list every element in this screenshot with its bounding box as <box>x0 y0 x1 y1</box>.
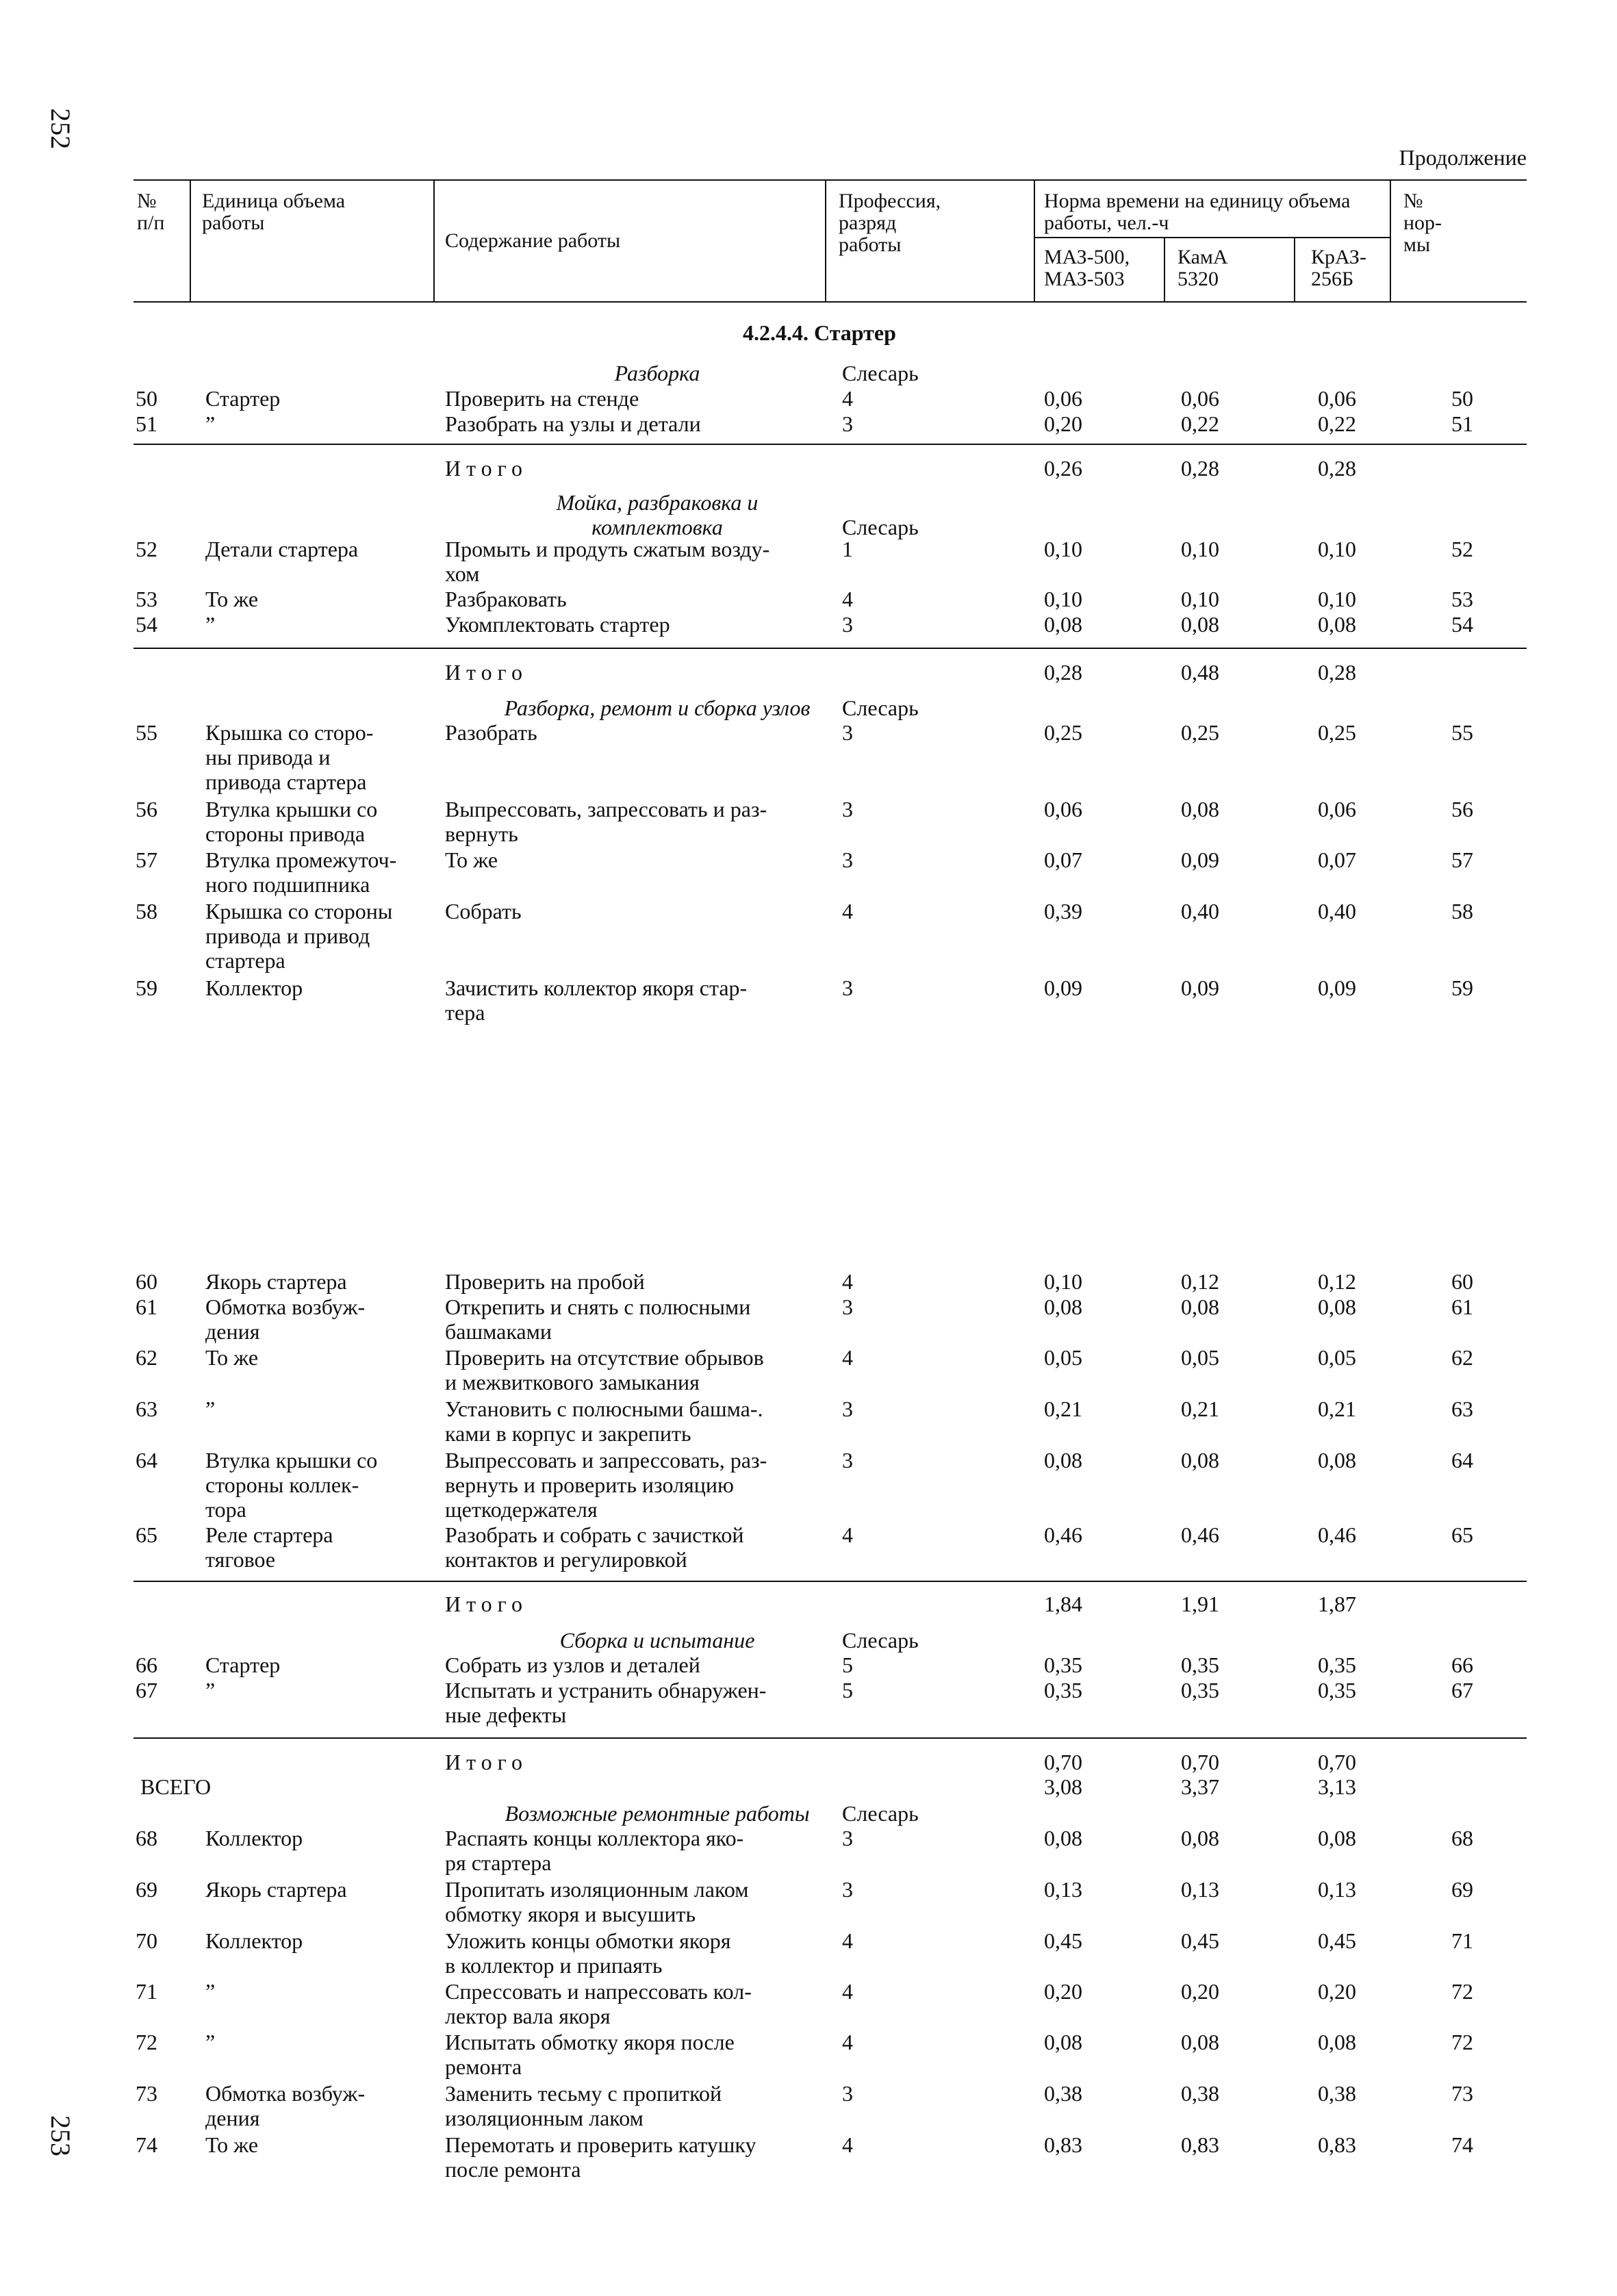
cell-unit: Крышка со стороны привода и привод стартера <box>205 899 393 973</box>
cell-prof: 3 <box>842 1877 853 1902</box>
cell-norm: 51 <box>1451 411 1473 436</box>
cell-v1: 0,07 <box>1044 847 1082 872</box>
cell-v3: 0,83 <box>1318 2132 1356 2157</box>
cell-prof: 3 <box>842 612 853 637</box>
header-divider <box>1294 237 1295 301</box>
cell-v3: 0,08 <box>1318 1826 1356 1850</box>
cell-v3: 0,08 <box>1318 1448 1356 1472</box>
total-kraz: 0,70 <box>1318 1750 1356 1774</box>
cell-unit: Крышка со сторо- ны привода и привода стартера <box>205 720 374 794</box>
total-label: Итого <box>445 456 528 481</box>
cell-content: Испытать обмотку якоря после ремонта <box>445 2030 735 2079</box>
cell-prof: 4 <box>842 1979 853 2004</box>
cell-content: Испытать и устранить обнаружен- ные дефекты <box>445 1678 767 1727</box>
cell-v3: 0,20 <box>1318 1979 1356 2004</box>
cell-content: Собрать из узлов и деталей <box>445 1653 700 1677</box>
subheading-prof: Слесарь <box>842 1801 919 1826</box>
cell-prof: 3 <box>842 1448 853 1472</box>
cell-norm: 69 <box>1451 1877 1473 1902</box>
cell-v2: 0,35 <box>1181 1653 1219 1677</box>
cell-unit: То же <box>205 2132 259 2157</box>
cell-unit: Втулка крышки со стороны привода <box>205 797 378 846</box>
cell-v1: 0,08 <box>1044 1826 1082 1850</box>
grand-total-kamaz: 3,37 <box>1181 1774 1219 1799</box>
cell-num: 69 <box>136 1877 157 1902</box>
header-divider <box>1034 181 1035 301</box>
continuation-label: Продолжение <box>1399 145 1527 170</box>
cell-v3: 0,10 <box>1318 537 1356 561</box>
cell-v1: 0,38 <box>1044 2081 1082 2106</box>
cell-v1: 0,08 <box>1044 1294 1082 1319</box>
cell-content: Разобрать <box>445 720 537 745</box>
total-kamaz: 0,48 <box>1181 660 1219 685</box>
section-rule <box>133 648 1527 649</box>
cell-content: Установить с полюсными башма-. ками в корпус и закрепить <box>445 1396 763 1446</box>
subheading-title: Мойка, разбраковка и комплектовка <box>556 490 759 539</box>
cell-unit: Стартер <box>205 1653 281 1677</box>
grand-total-maz: 3,08 <box>1044 1774 1082 1799</box>
cell-num: 73 <box>136 2081 157 2106</box>
cell-v3: 0,08 <box>1318 2030 1356 2054</box>
cell-num: 59 <box>136 975 157 1000</box>
cell-v1: 0,21 <box>1044 1396 1082 1421</box>
cell-prof: 4 <box>842 1269 853 1294</box>
cell-v2: 0,09 <box>1181 975 1219 1000</box>
cell-norm: 61 <box>1451 1294 1473 1319</box>
cell-v1: 0,20 <box>1044 1979 1082 2004</box>
cell-unit: Якорь стартера <box>205 1269 347 1294</box>
cell-unit: Коллектор <box>205 1826 303 1850</box>
cell-v2: 0,12 <box>1181 1269 1219 1294</box>
header-divider <box>1390 181 1391 301</box>
cell-unit: Детали стартера <box>205 537 359 561</box>
cell-num: 51 <box>136 411 157 436</box>
cell-num: 60 <box>136 1269 157 1294</box>
cell-v3: 0,25 <box>1318 720 1356 745</box>
total-kraz: 0,28 <box>1318 660 1356 685</box>
cell-v1: 0,46 <box>1044 1522 1082 1547</box>
cell-norm: 74 <box>1451 2132 1473 2157</box>
cell-v3: 0,06 <box>1318 797 1356 821</box>
cell-norm: 63 <box>1451 1396 1473 1421</box>
total-label: Итого <box>445 1750 528 1774</box>
table-header <box>133 179 1527 303</box>
cell-v3: 0,09 <box>1318 975 1356 1000</box>
cell-content: Выпрессовать и запрессовать, раз- вернуть и проверить изоляцию щеткодержателя <box>445 1448 767 1522</box>
cell-v3: 0,06 <box>1318 386 1356 411</box>
header-norm-title: Норма времени на единицу объема работы, чел.-ч <box>1044 190 1351 234</box>
cell-prof: 4 <box>842 2132 853 2157</box>
cell-num: 72 <box>136 2030 157 2054</box>
subheading-prof: Слесарь <box>842 361 919 385</box>
cell-num: 57 <box>136 847 157 872</box>
cell-content: Проверить на отсутствие обрывов и межвиткового замыкания <box>445 1345 764 1394</box>
total-kraz: 0,28 <box>1318 456 1356 481</box>
cell-unit: То же <box>205 587 259 611</box>
total-kamaz: 1,91 <box>1181 1592 1219 1616</box>
cell-prof: 4 <box>842 587 853 611</box>
cell-num: 74 <box>136 2132 157 2157</box>
cell-v3: 0,05 <box>1318 1345 1356 1370</box>
header-divider <box>1164 237 1165 301</box>
cell-v3: 0,46 <box>1318 1522 1356 1547</box>
cell-content: Уложить концы обмотки якоря в коллектор и припаять <box>445 1928 731 1978</box>
cell-v3: 0,38 <box>1318 2081 1356 2106</box>
cell-unit: ” <box>205 612 216 637</box>
cell-content: Пропитать изоляционным лаком обмотку якоря и высушить <box>445 1877 749 1926</box>
total-maz: 0,28 <box>1044 660 1082 685</box>
subheading-title: Сборка и испытание <box>559 1628 755 1653</box>
cell-unit: Реле стартера тяговое <box>205 1522 333 1572</box>
cell-num: 65 <box>136 1522 157 1547</box>
cell-v2: 0,38 <box>1181 2081 1219 2106</box>
page-number-bottom: 253 <box>45 2115 76 2156</box>
cell-unit: Обмотка возбуж- дения <box>205 1294 366 1344</box>
cell-norm: 71 <box>1451 1928 1473 1953</box>
section-rule <box>133 1737 1527 1739</box>
cell-prof: 4 <box>842 1345 853 1370</box>
cell-v2: 0,83 <box>1181 2132 1219 2157</box>
cell-prof: 1 <box>842 537 853 561</box>
cell-v2: 0,35 <box>1181 1678 1219 1702</box>
header-unit: Единица объема работы <box>202 190 346 234</box>
cell-v3: 0,45 <box>1318 1928 1356 1953</box>
cell-unit: ” <box>205 1979 216 2004</box>
cell-v2: 0,08 <box>1181 797 1219 821</box>
cell-prof: 3 <box>842 1826 853 1850</box>
cell-prof: 4 <box>842 899 853 923</box>
cell-content: Перемотать и проверить катушку после ремонта <box>445 2132 756 2182</box>
subheading-title: Возможные ремонтные работы <box>505 1801 810 1826</box>
cell-v2: 0,06 <box>1181 386 1219 411</box>
cell-v3: 0,21 <box>1318 1396 1356 1421</box>
header-divider <box>825 181 826 301</box>
section-title: 4.2.4.4. Стартер <box>743 320 896 345</box>
cell-content: Проверить на пробой <box>445 1269 645 1294</box>
cell-v1: 0,10 <box>1044 537 1082 561</box>
cell-v1: 0,10 <box>1044 587 1082 611</box>
cell-unit: Обмотка возбуж- дения <box>205 2081 366 2130</box>
cell-v3: 0,08 <box>1318 612 1356 637</box>
cell-prof: 3 <box>842 2081 853 2106</box>
cell-norm: 52 <box>1451 537 1473 561</box>
grand-total-label: ВСЕГО <box>140 1774 212 1799</box>
cell-v3: 0,12 <box>1318 1269 1356 1294</box>
header-prof: Профессия, разряд работы <box>839 190 941 256</box>
cell-num: 61 <box>136 1294 157 1319</box>
cell-v2: 0,46 <box>1181 1522 1219 1547</box>
cell-prof: 3 <box>842 720 853 745</box>
cell-num: 62 <box>136 1345 157 1370</box>
cell-norm: 55 <box>1451 720 1473 745</box>
cell-content: Выпрессовать, запрессовать и раз- вернуть <box>445 797 767 846</box>
cell-norm: 66 <box>1451 1653 1473 1677</box>
cell-prof: 5 <box>842 1678 853 1702</box>
cell-v1: 0,35 <box>1044 1678 1082 1702</box>
cell-unit: Коллектор <box>205 975 303 1000</box>
cell-v2: 0,25 <box>1181 720 1219 745</box>
cell-prof: 3 <box>842 847 853 872</box>
grand-total-kraz: 3,13 <box>1318 1774 1356 1799</box>
cell-v2: 0,45 <box>1181 1928 1219 1953</box>
header-kraz: КрАЗ- 256Б <box>1311 246 1366 290</box>
cell-v3: 0,07 <box>1318 847 1356 872</box>
cell-v1: 0,08 <box>1044 2030 1082 2054</box>
cell-norm: 68 <box>1451 1826 1473 1850</box>
cell-prof: 4 <box>842 1522 853 1547</box>
cell-num: 70 <box>136 1928 157 1953</box>
cell-v3: 0,08 <box>1318 1294 1356 1319</box>
cell-norm: 72 <box>1451 2030 1473 2054</box>
cell-norm: 50 <box>1451 386 1473 411</box>
total-label: Итого <box>445 660 528 685</box>
cell-num: 50 <box>136 386 157 411</box>
cell-v3: 0,13 <box>1318 1877 1356 1902</box>
cell-content: Спрессовать и напрессовать кол- лектор вала якоря <box>445 1979 752 2028</box>
cell-norm: 72 <box>1451 1979 1473 2004</box>
cell-prof: 3 <box>842 975 853 1000</box>
cell-num: 68 <box>136 1826 157 1850</box>
cell-v2: 0,21 <box>1181 1396 1219 1421</box>
cell-content: То же <box>445 847 498 872</box>
total-kraz: 1,87 <box>1318 1592 1356 1616</box>
cell-v2: 0,13 <box>1181 1877 1219 1902</box>
cell-norm: 64 <box>1451 1448 1473 1472</box>
cell-v2: 0,08 <box>1181 612 1219 637</box>
header-norm-no: № нор- мы <box>1403 190 1442 256</box>
cell-content: Проверить на стенде <box>445 386 639 411</box>
header-divider <box>1034 237 1390 238</box>
total-kamaz: 0,70 <box>1181 1750 1219 1774</box>
total-maz: 1,84 <box>1044 1592 1082 1616</box>
subheading-prof: Слесарь <box>842 515 919 539</box>
cell-v1: 0,08 <box>1044 1448 1082 1472</box>
cell-v1: 0,05 <box>1044 1345 1082 1370</box>
cell-v2: 0,08 <box>1181 1826 1219 1850</box>
total-kamaz: 0,28 <box>1181 456 1219 481</box>
cell-content: Собрать <box>445 899 522 923</box>
cell-unit: Якорь стартера <box>205 1877 347 1902</box>
header-divider <box>190 181 191 301</box>
cell-norm: 54 <box>1451 612 1473 637</box>
cell-v1: 0,08 <box>1044 612 1082 637</box>
cell-v1: 0,06 <box>1044 386 1082 411</box>
cell-v1: 0,45 <box>1044 1928 1082 1953</box>
cell-v2: 0,10 <box>1181 537 1219 561</box>
cell-v3: 0,40 <box>1318 899 1356 923</box>
cell-norm: 67 <box>1451 1678 1473 1702</box>
cell-prof: 4 <box>842 386 853 411</box>
cell-unit: Втулка крышки со стороны коллек- тора <box>205 1448 378 1522</box>
cell-prof: 4 <box>842 2030 853 2054</box>
cell-unit: ” <box>205 411 216 436</box>
cell-v1: 0,13 <box>1044 1877 1082 1902</box>
cell-norm: 58 <box>1451 899 1473 923</box>
cell-v1: 0,35 <box>1044 1653 1082 1677</box>
cell-prof: 3 <box>842 411 853 436</box>
cell-v2: 0,10 <box>1181 587 1219 611</box>
cell-v2: 0,40 <box>1181 899 1219 923</box>
cell-prof: 5 <box>842 1653 853 1677</box>
cell-unit: ” <box>205 1678 216 1702</box>
cell-norm: 59 <box>1451 975 1473 1000</box>
cell-unit: Коллектор <box>205 1928 303 1953</box>
cell-v1: 0,20 <box>1044 411 1082 436</box>
page-number-top: 252 <box>45 108 76 149</box>
cell-v2: 0,22 <box>1181 411 1219 436</box>
cell-norm: 62 <box>1451 1345 1473 1370</box>
header-divider <box>433 181 435 301</box>
cell-content: Распаять концы коллектора яко- ря стартера <box>445 1826 744 1875</box>
cell-num: 71 <box>136 1979 157 2004</box>
total-label: Итого <box>445 1592 528 1616</box>
subheading-title: Разборка <box>614 361 700 385</box>
cell-v2: 0,05 <box>1181 1345 1219 1370</box>
subheading-title: Разборка, ремонт и сборка узлов <box>504 696 811 720</box>
cell-v2: 0,08 <box>1181 1294 1219 1319</box>
header-kamaz: КамА 5320 <box>1177 246 1228 290</box>
cell-v1: 0,25 <box>1044 720 1082 745</box>
cell-norm: 73 <box>1451 2081 1473 2106</box>
cell-content: Укомплектовать стартер <box>445 612 670 637</box>
cell-content: Заменить тесьму с пропиткой изоляционным лаком <box>445 2081 722 2130</box>
cell-v3: 0,35 <box>1318 1653 1356 1677</box>
cell-v1: 0,09 <box>1044 975 1082 1000</box>
cell-unit: ” <box>205 2030 216 2054</box>
header-maz: МАЗ-500, МАЗ-503 <box>1044 246 1130 290</box>
cell-unit: То же <box>205 1345 259 1370</box>
cell-content: Разобрать на узлы и детали <box>445 411 701 436</box>
cell-v3: 0,22 <box>1318 411 1356 436</box>
cell-v1: 0,06 <box>1044 797 1082 821</box>
cell-num: 67 <box>136 1678 157 1702</box>
cell-v2: 0,20 <box>1181 1979 1219 2004</box>
cell-num: 54 <box>136 612 157 637</box>
cell-v2: 0,08 <box>1181 1448 1219 1472</box>
cell-content: Открепить и снять с полюсными башмаками <box>445 1294 751 1344</box>
cell-norm: 56 <box>1451 797 1473 821</box>
cell-num: 56 <box>136 797 157 821</box>
cell-num: 64 <box>136 1448 157 1472</box>
cell-content: Разбраковать <box>445 587 567 611</box>
cell-unit: Втулка промежуточ- ного подшипника <box>205 847 397 897</box>
cell-num: 53 <box>136 587 157 611</box>
cell-norm: 57 <box>1451 847 1473 872</box>
cell-norm: 60 <box>1451 1269 1473 1294</box>
header-num: № п/п <box>137 190 165 234</box>
cell-v2: 0,09 <box>1181 847 1219 872</box>
cell-content: Разобрать и собрать с зачисткой контактов и регулировкой <box>445 1522 744 1572</box>
total-maz: 0,70 <box>1044 1750 1082 1774</box>
cell-v3: 0,10 <box>1318 587 1356 611</box>
cell-prof: 3 <box>842 797 853 821</box>
cell-num: 58 <box>136 899 157 923</box>
cell-unit: ” <box>205 1396 216 1421</box>
cell-num: 66 <box>136 1653 157 1677</box>
cell-norm: 65 <box>1451 1522 1473 1547</box>
cell-content: Зачистить коллектор якоря стар- тера <box>445 975 748 1025</box>
total-maz: 0,26 <box>1044 456 1082 481</box>
cell-prof: 3 <box>842 1294 853 1319</box>
section-rule <box>133 444 1527 445</box>
cell-v1: 0,39 <box>1044 899 1082 923</box>
cell-v1: 0,10 <box>1044 1269 1082 1294</box>
cell-num: 52 <box>136 537 157 561</box>
cell-content: Промыть и продуть сжатым возду- хом <box>445 537 770 586</box>
subheading-prof: Слесарь <box>842 1628 919 1653</box>
subheading-prof: Слесарь <box>842 696 919 720</box>
cell-prof: 3 <box>842 1396 853 1421</box>
cell-v2: 0,08 <box>1181 2030 1219 2054</box>
section-rule <box>133 1581 1527 1582</box>
cell-v1: 0,83 <box>1044 2132 1082 2157</box>
cell-prof: 4 <box>842 1928 853 1953</box>
cell-v3: 0,35 <box>1318 1678 1356 1702</box>
cell-norm: 53 <box>1451 587 1473 611</box>
header-content: Содержание работы <box>445 229 621 252</box>
cell-unit: Стартер <box>205 386 281 411</box>
cell-num: 63 <box>136 1396 157 1421</box>
cell-num: 55 <box>136 720 157 745</box>
